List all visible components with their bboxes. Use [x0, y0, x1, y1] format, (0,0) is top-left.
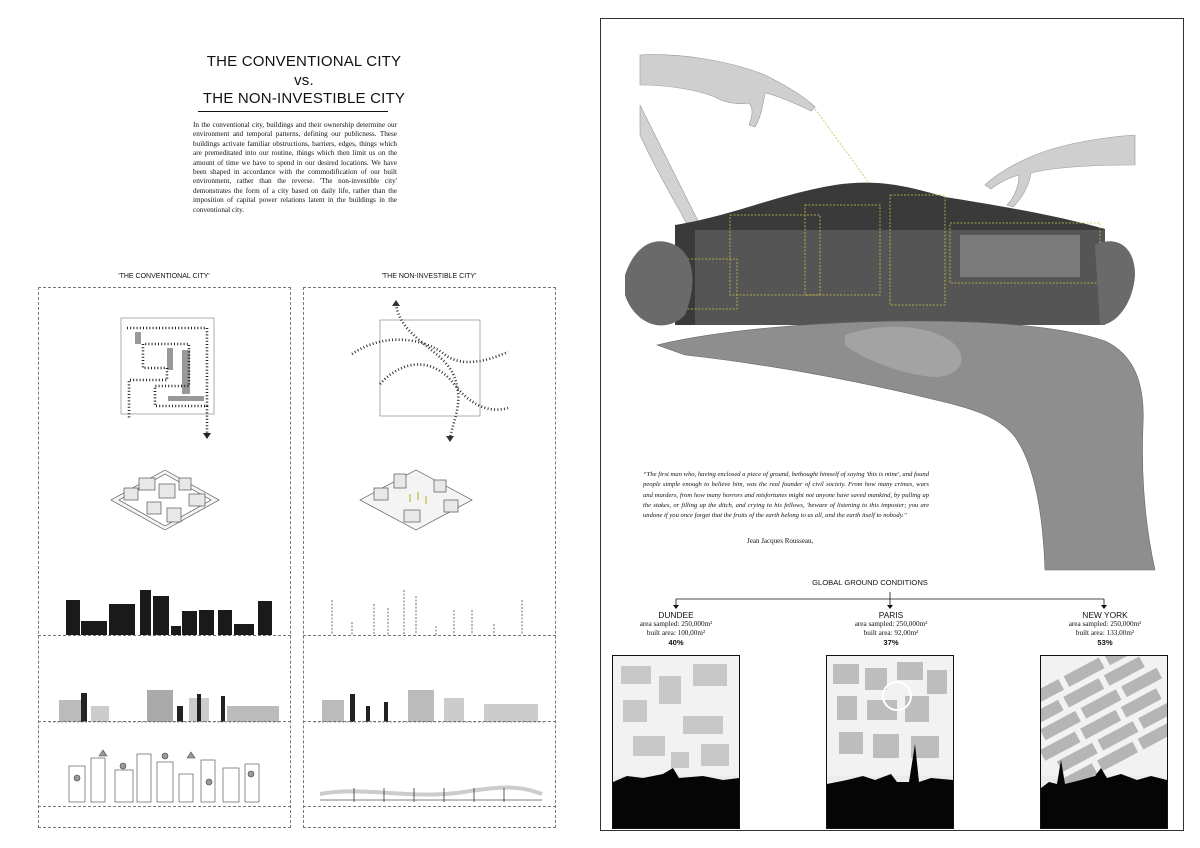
upper-hand-left — [640, 55, 815, 127]
conventional-mass-bars — [66, 590, 272, 635]
rousseau-quote: “The first man who, having enclosed a piece of ground, bethought himself of saying 'this is mine', and found people simple enough to believe him, was the real founder of civil society. From how many crimes, wars and murders, from how many horrors and misfortunes might not anyone have saved mankind, by pulling up the stakes, or filling up the ditch, and crying to his fellows, 'beware of listening to this imposter; you are undone if you once forget that the fruits of the earth belong to us all, and the earth itself to nobody.'' — [643, 471, 929, 520]
conventional-panel — [38, 287, 291, 828]
ground-conditions-connector — [670, 592, 1110, 610]
title-line-3: THE NON-INVESTIBLE CITY — [202, 90, 406, 107]
non-investible-column-title: 'THE NON-INVESTIBLE CITY' — [381, 273, 477, 280]
city-paris — [831, 611, 951, 647]
city-dundee — [616, 611, 736, 647]
conventional-plan-diagram — [121, 318, 214, 439]
new-york-built: built area: 133,00m² — [1075, 629, 1135, 637]
non-investible-isometric — [360, 470, 472, 530]
conventional-street-elevation — [69, 750, 259, 802]
non-investible-divider-1 — [303, 635, 556, 636]
new-york-map — [1040, 655, 1168, 829]
conventional-divider-3 — [38, 806, 291, 807]
vegetation-right — [1095, 241, 1135, 325]
title-line-1: THE CONVENTIONAL CITY — [206, 53, 402, 70]
non-investible-plan-diagram — [352, 300, 508, 442]
vegetation-left — [625, 241, 692, 325]
paris-percent: 37% — [883, 638, 899, 647]
dundee-percent: 40% — [668, 638, 684, 647]
city-name-dundee: DUNDEE — [658, 610, 694, 620]
non-investible-elevation — [314, 690, 544, 722]
title-line-2: vs. — [294, 72, 314, 89]
conventional-divider-2 — [38, 721, 291, 722]
conventional-elevation — [49, 690, 279, 722]
city-name-paris: PARIS — [878, 610, 904, 620]
new-york-figure-ground — [1041, 656, 1167, 828]
non-investible-panel — [303, 287, 556, 828]
ground-conditions-title: GLOBAL GROUND CONDITIONS — [812, 578, 928, 587]
new-york-sampled: area sampled: 250,000m² — [1068, 620, 1142, 628]
paris-sampled: area sampled: 250,000m² — [854, 620, 928, 628]
new-york-percent: 53% — [1097, 638, 1113, 647]
conventional-isometric — [111, 470, 219, 530]
dundee-built: built area: 100,00m² — [646, 629, 706, 637]
non-investible-dashed-markers — [332, 590, 522, 635]
non-investible-street-elevation — [320, 788, 542, 802]
dundee-sampled: area sampled: 250,000m² — [639, 620, 713, 628]
conventional-column-title: 'THE CONVENTIONAL CITY' — [118, 273, 210, 280]
quote-author: Jean Jacques Rousseau, — [747, 537, 814, 545]
intro-paragraph: In the conventional city, buildings and their ownership determine our environment and temporal patterns, defining our publicness. These buildings activate familiar obstructions, barriers, edges, things which are premeditated into our routine, things which then limit us on the amount of time we have to spend in our desired locations. We have been shaped in accordance with the commodification of our built environment, rather than the reverse. 'The non-investible city' demonstrates the form of a city based on daily life, rather than the imposition of capital power relations latent in the buildings in the conventional city. — [193, 121, 397, 214]
conventional-divider-1 — [38, 635, 291, 636]
dundee-figure-ground — [613, 656, 739, 828]
non-investible-divider-3 — [303, 806, 556, 807]
right-hand — [985, 135, 1135, 207]
paris-built: built area: 92,00m² — [863, 629, 919, 637]
paris-figure-ground — [827, 656, 953, 828]
title-rule — [198, 111, 388, 112]
non-investible-divider-2 — [303, 721, 556, 722]
city-name-new-york: NEW YORK — [1082, 610, 1128, 620]
city-new-york — [1045, 611, 1165, 647]
apartment-blocks — [960, 235, 1080, 277]
conventional-diagrams — [39, 288, 290, 827]
non-investible-diagrams — [304, 288, 555, 827]
paris-map — [826, 655, 954, 829]
dundee-map — [612, 655, 740, 829]
